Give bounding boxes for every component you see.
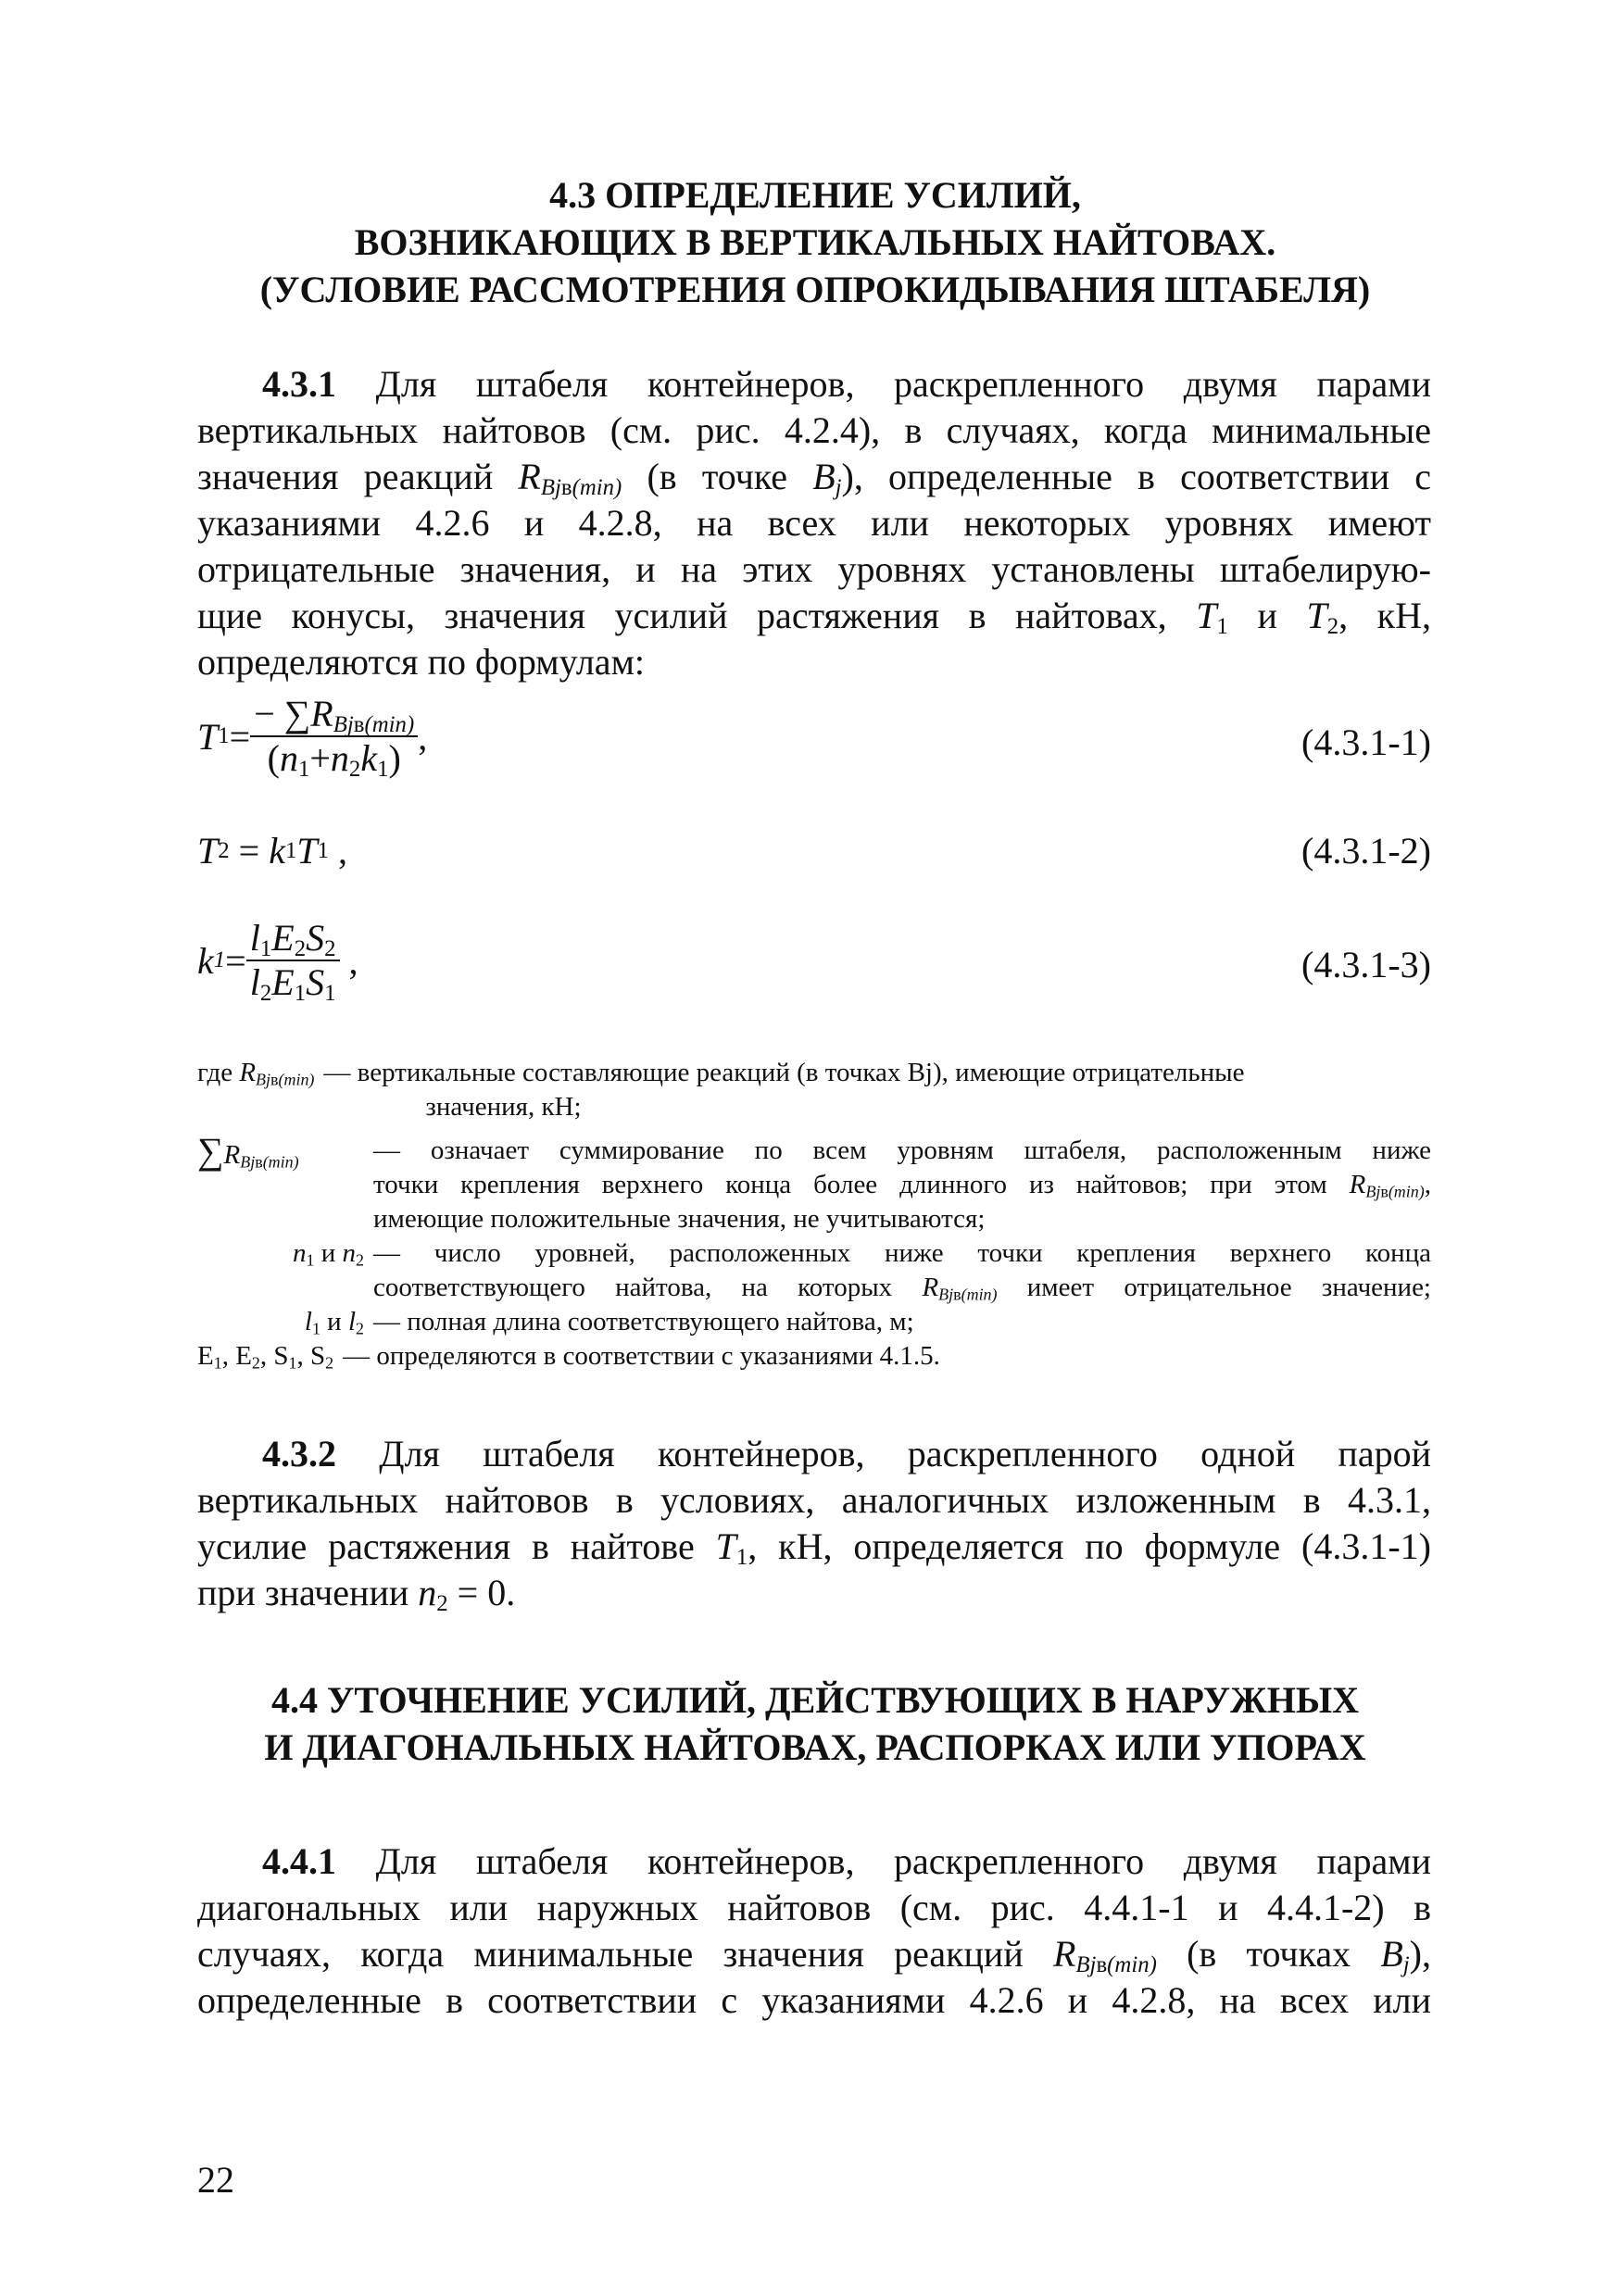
section-4-3-title: 4.3 ОПРЕДЕЛЕНИЕ УСИЛИЙ, ВОЗНИКАЮЩИХ В ВЕРТИКАЛЬНЫХ НАЙТОВАХ. (УСЛОВИЕ РАССМОТРЕНИЯ ОПРОКИДЫВАНИЯ ШТАБЕЛЯ) xyxy=(259,174,1371,310)
formula-4-3-1-1: T 1 = $\frac{- \sum R_{Bjв(min)}}{(n_1+n_2k_1)}$ , (4.3.1-1) xyxy=(197,693,1431,783)
paragraph-4-4-1: 4.4.1 Для штабеля контейнеров, раскрепленного двумя парами диагональных или наружных найтовов (см. рис. 4.4.1-1 и 4.4.1-2) в случаях, когда минимальные значения реакций $R_{Bjв(min)}$ (в точках $B_j$), определенные в соответствии с указаниями 4.2.6 и 4.2.8, на всех или xyxy=(197,1840,1431,2021)
definition-item: $\sum R_{Bjв(min)}$ — означает суммирование по всем уровням штабеля, расположенным ниже точки крепления верхнего конца более длинного из найтовов; при этом $R_{Bjв(min)}$, имеющие положительные значения, не учитываются; xyxy=(197,1130,1431,1234)
paragraph-4-3-1: 4.3.1 Для штабеля контейнеров, раскрепленного двумя парами вертикальных найтовов (см. рис. 4.2.4), в случаях, когда минимальные значения реакций $R_{Bjв(min)}$ (в точке $B_j$), определенные в соответствии с указаниями 4.2.6 и 4.2.8, на всех или некоторых уровнях имеют отрицательные значения, и на этих уровнях установлены штабелирую- щие конусы, значения усилий растяжения в найтовах, $T_1$ и $T_2$, кН, определяются по формулам: xyxy=(197,363,1432,683)
definition-item: $n_1$ и $n_2$ — число уровней, расположенных ниже точки крепления верхнего конца соответствующего найтова, на которых $R_{Bjв(min)}$ имеет отрицательное значение; xyxy=(293,1238,1431,1304)
formula-4-3-1-3: k 1 = $\frac{l_1E_2S_2}{l_2E_1S_1}$ , (4.3.1-3) xyxy=(197,917,1431,1007)
formula-number: (4.3.1-3) xyxy=(1301,944,1431,985)
paragraph-4-3-2: 4.3.2 Для штабеля контейнеров, раскрепленного одной парой вертикальных найтовов в условиях, аналогичных изложенным в 4.3.1, усилие растяжения в найтове $T_1$, кН, определяется по формуле (4.3.1-1) при значении $n_2 = 0$. xyxy=(197,1433,1432,1617)
section-4-4-title: 4.4 УТОЧНЕНИЕ УСИЛИЙ, ДЕЙСТВУЮЩИХ В НАРУЖНЫХ И ДИАГОНАЛЬНЫХ НАЙТОВАХ, РАСПОРКАХ ИЛИ УПОРАХ xyxy=(264,1679,1366,1768)
formula-4-3-1-2: T 2 = k 1 T 1 , (4.3.1-2) xyxy=(197,830,1431,872)
formula-number: (4.3.1-2) xyxy=(1301,830,1431,872)
definition-item: $l_1$ и $l_2$ — полная длина соответствующего найтова, м; xyxy=(304,1307,914,1338)
definition-item: $E_1$, $E_2$, $S_1$, $S_2$ — определяются в соответствии с указаниями 4.1.5. xyxy=(197,1341,940,1373)
definition-item: где $R_{Bjв(min)}$ — вертикальные составляющие реакций (в точках Bj), имеющие отрицательные значения, кН; xyxy=(197,1058,1245,1122)
definitions-list xyxy=(197,1056,1431,1374)
formula-number: (4.3.1-1) xyxy=(1301,721,1431,763)
page-number: 22 xyxy=(197,2159,234,2201)
